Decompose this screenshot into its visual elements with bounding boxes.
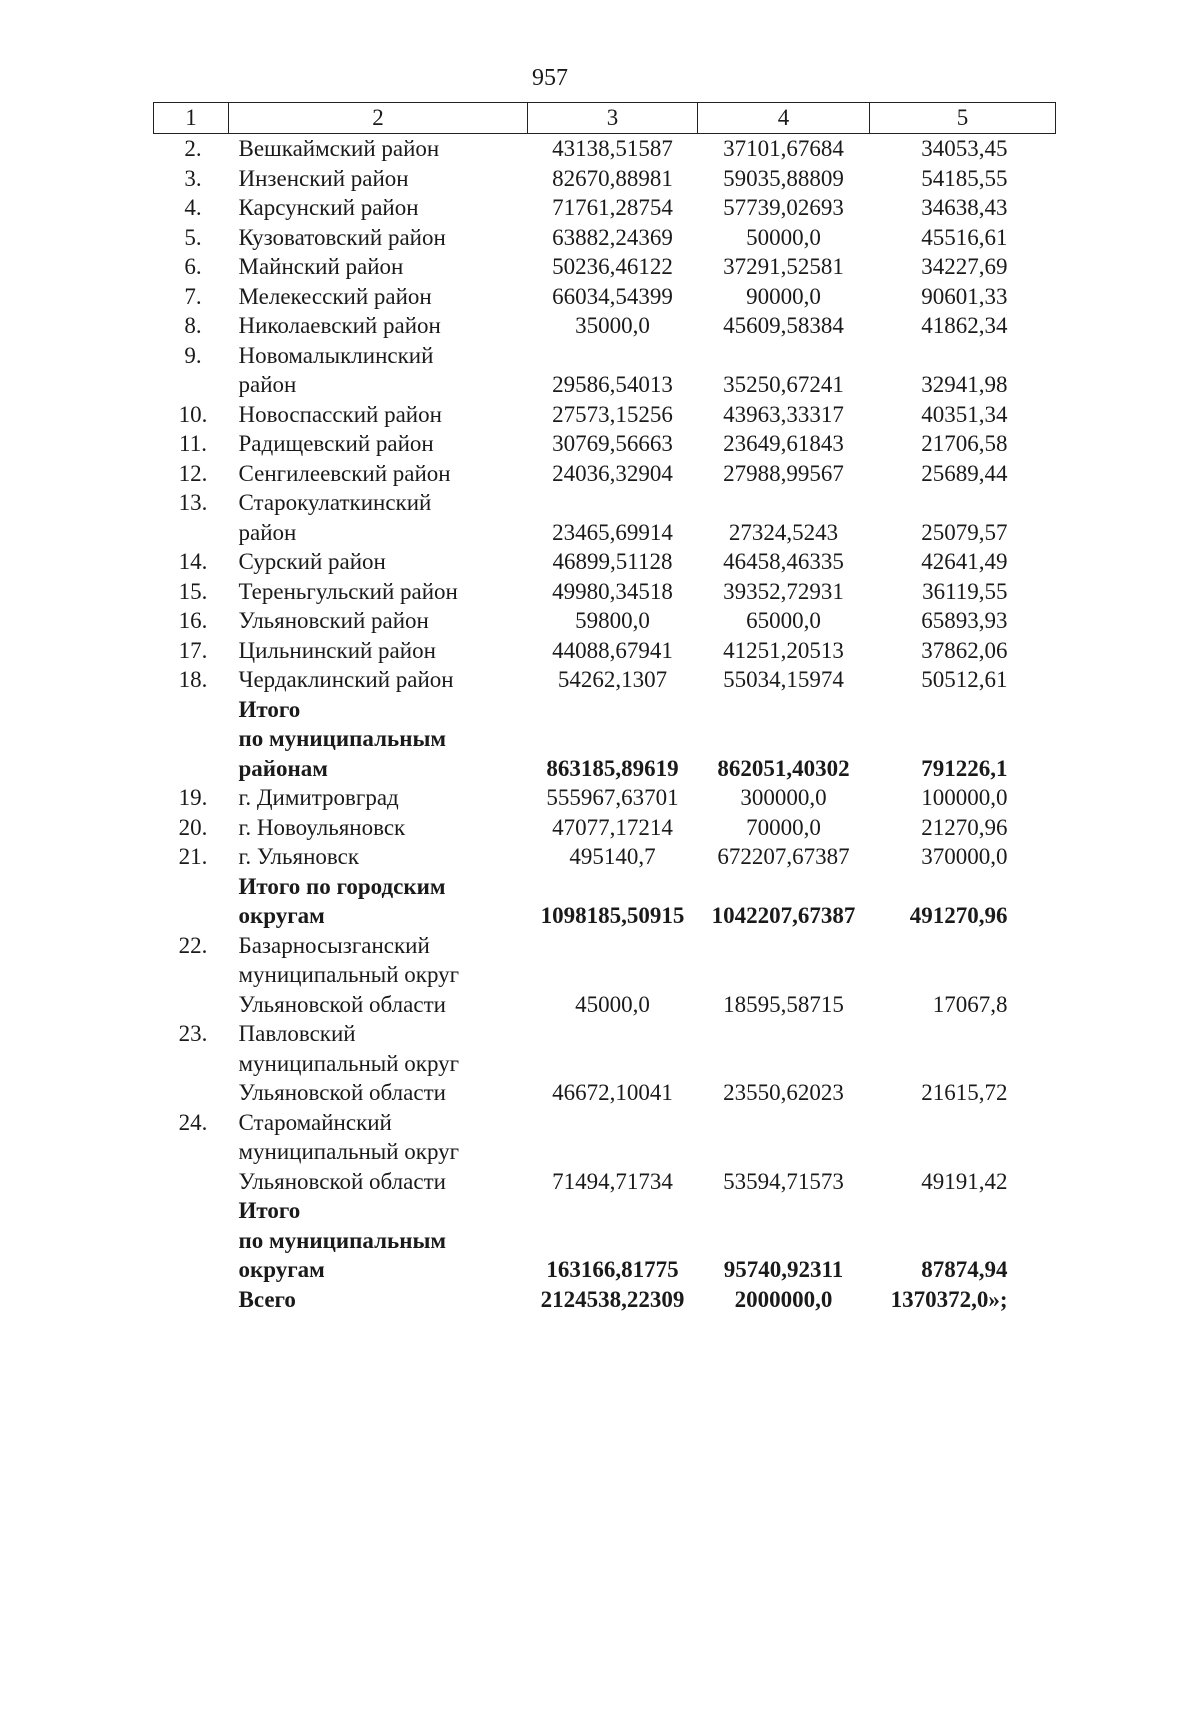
value-col-5: 491270,96 [909, 903, 1008, 928]
row-name-line: Инзенский район [238, 165, 409, 191]
value-col-4: 53594,71573 [723, 1168, 844, 1194]
value-col-5: 32941,98 [921, 372, 1008, 397]
row-number: 6. [184, 254, 202, 279]
table-row [154, 783, 1056, 813]
value-col-4: 39352,72931 [723, 578, 844, 604]
row-number: 11. [179, 431, 207, 456]
total-row [154, 1285, 1056, 1315]
value-col-5: 21270,96 [921, 814, 1008, 840]
table-row [154, 606, 1056, 636]
row-name-line: Базарносызганский [238, 932, 430, 958]
row-number: 18. [178, 667, 208, 692]
column-header-1: 1 [154, 103, 229, 134]
value-col-4: 70000,0 [746, 814, 821, 840]
value-col-4: 35250,67241 [723, 372, 844, 397]
row-name-line: Вешкаймский район [238, 136, 440, 161]
value-col-5: 45516,61 [921, 224, 1008, 250]
row-name [229, 636, 528, 666]
table-row [154, 429, 1056, 459]
row-name [229, 783, 528, 813]
row-name-line: район [238, 519, 297, 545]
value-col-5: 49191,42 [921, 1168, 1008, 1194]
table-row [154, 164, 1056, 194]
value-col-3: 163166,81775 [546, 1257, 679, 1282]
value-col-3: 54262,1307 [557, 667, 668, 692]
value-col-5: 87874,94 [921, 1257, 1008, 1282]
row-name [229, 813, 528, 843]
value-col-4: 95740,92311 [723, 1257, 844, 1282]
column-header-3: 3 [528, 103, 698, 134]
row-name-line: район [238, 372, 297, 397]
row-name [229, 665, 528, 695]
row-name-line: г. Ульяновск [238, 844, 359, 869]
value-col-3: 50236,46122 [552, 254, 673, 279]
value-col-3: 49980,34518 [552, 578, 673, 604]
table-row [154, 665, 1056, 695]
row-name-line: Всего [238, 1286, 296, 1312]
value-col-4: 55034,15974 [723, 667, 844, 692]
value-col-4: 300000,0 [740, 785, 827, 810]
value-col-5: 34638,43 [921, 195, 1008, 220]
table-row [154, 488, 1056, 547]
row-number: 17. [178, 637, 208, 663]
row-name-line: г. Новоульяновск [238, 814, 406, 840]
row-name-line: Итого по городским [238, 873, 446, 899]
table-row [154, 1108, 1056, 1197]
value-col-5: 40351,34 [921, 401, 1008, 427]
row-name-line: Ульяновской области [238, 1080, 446, 1105]
row-name [229, 429, 528, 459]
row-number: 13. [178, 490, 208, 515]
value-col-3: 66034,54399 [552, 283, 673, 309]
row-name-line: Сенгилеевский район [238, 460, 451, 486]
value-col-4: 23550,62023 [723, 1080, 844, 1105]
row-name-line: Карсунский район [238, 195, 419, 220]
row-name [229, 223, 528, 253]
row-name-line: округам [238, 1257, 325, 1282]
row-name-line: Тереньгульский район [238, 578, 458, 604]
value-col-4: 18595,58715 [723, 991, 844, 1017]
value-col-4: 1042207,67387 [711, 903, 856, 928]
value-col-4: 37101,67684 [723, 136, 844, 161]
row-number: 19. [178, 785, 208, 810]
row-name-line: Новоспасский район [238, 401, 442, 427]
value-col-5: 65893,93 [921, 608, 1008, 633]
row-name-line: Итого [238, 1198, 301, 1223]
value-col-3: 863185,89619 [546, 755, 679, 781]
row-name [229, 872, 528, 931]
page-number: 957 [532, 65, 568, 91]
value-col-4: 862051,40302 [717, 755, 850, 781]
value-col-5: 25689,44 [921, 460, 1008, 486]
table-row [154, 547, 1056, 577]
row-number [154, 1285, 229, 1315]
row-name [229, 1196, 528, 1285]
row-name-line: Старомайнский [238, 1109, 392, 1135]
value-col-3: 24036,32904 [552, 460, 673, 486]
table-row [154, 842, 1056, 872]
value-col-4: 23649,61843 [723, 431, 844, 456]
value-col-3: 2124538,22309 [540, 1286, 685, 1312]
value-col-3: 1098185,50915 [540, 903, 685, 928]
table-row [154, 400, 1056, 430]
row-name [229, 842, 528, 872]
row-name-line: Новомалыклинский [238, 342, 434, 368]
value-col-3: 45000,0 [575, 991, 650, 1017]
table-row [154, 134, 1056, 164]
table-row [154, 311, 1056, 341]
table-row [154, 813, 1056, 843]
value-col-3: 23465,69914 [552, 519, 673, 545]
row-number: 2. [184, 136, 202, 161]
value-col-3: 30769,56663 [552, 431, 673, 456]
value-col-3: 71761,28754 [552, 195, 673, 220]
value-col-5: 50512,61 [921, 667, 1008, 692]
value-col-3: 43138,51587 [552, 136, 673, 161]
value-col-5: 1370372,0»; [890, 1286, 1008, 1312]
row-number [154, 872, 229, 931]
row-number: 20. [178, 814, 208, 840]
row-name [229, 1019, 528, 1108]
row-name-line: районам [238, 755, 328, 781]
row-number: 3. [184, 165, 202, 191]
row-name-line: Николаевский район [238, 313, 441, 338]
row-number [154, 1196, 229, 1285]
value-col-5: 21706,58 [921, 431, 1008, 456]
value-col-3: 44088,67941 [552, 637, 673, 663]
budget-table [153, 102, 1056, 1314]
row-name [229, 311, 528, 341]
row-name-line: Кузоватовский район [238, 224, 446, 250]
column-header-2: 2 [229, 103, 528, 134]
value-col-4: 90000,0 [746, 283, 821, 309]
row-name-line: муниципальный округ [238, 1139, 460, 1164]
row-name-line: муниципальный округ [238, 962, 460, 987]
value-col-5: 791226,1 [921, 755, 1008, 781]
row-name-line: Мелекесский район [238, 283, 432, 309]
row-number [154, 695, 229, 784]
row-number: 21. [178, 844, 208, 869]
total-row [154, 695, 1056, 784]
table-row [154, 636, 1056, 666]
value-col-4: 45609,58384 [723, 313, 844, 338]
row-name-line: Ульяновский район [238, 608, 429, 633]
table-row [154, 577, 1056, 607]
row-name [229, 488, 528, 547]
row-name-line: муниципальный округ [238, 1050, 460, 1076]
row-number: 9. [184, 342, 202, 368]
row-name [229, 341, 528, 400]
row-name [229, 547, 528, 577]
value-col-4: 37291,52581 [723, 254, 844, 279]
value-col-4: 46458,46335 [723, 549, 844, 574]
table-row [154, 223, 1056, 253]
value-col-3: 46899,51128 [552, 549, 673, 574]
column-header-4: 4 [698, 103, 870, 134]
row-name [229, 164, 528, 194]
value-col-4: 65000,0 [746, 608, 821, 633]
table-row [154, 341, 1056, 400]
row-name [229, 1285, 528, 1315]
table-row [154, 931, 1056, 1020]
value-col-5: 54185,55 [921, 165, 1008, 191]
value-col-5: 36119,55 [922, 578, 1008, 604]
row-number: 22. [178, 932, 208, 958]
value-col-3: 47077,17214 [552, 814, 673, 840]
table-row [154, 193, 1056, 223]
row-name-line: Сурский район [238, 549, 386, 574]
row-name [229, 606, 528, 636]
row-number: 14. [178, 549, 208, 574]
row-number: 23. [178, 1021, 208, 1046]
value-col-5: 37862,06 [921, 637, 1008, 663]
row-number: 7. [184, 283, 202, 309]
table-row [154, 282, 1056, 312]
row-name-line: Старокулаткинский [238, 490, 432, 515]
row-name-line: Итого [238, 696, 301, 722]
value-col-4: 43963,33317 [723, 401, 844, 427]
row-name [229, 931, 528, 1020]
value-col-4: 27988,99567 [723, 460, 844, 486]
row-name [229, 252, 528, 282]
table-row [154, 1019, 1056, 1108]
table-row [154, 459, 1056, 489]
row-name [229, 1108, 528, 1197]
value-col-4: 57739,02693 [723, 195, 844, 220]
value-col-5: 34227,69 [921, 254, 1008, 279]
row-number: 4. [184, 195, 202, 220]
row-name-line: г. Димитровград [238, 785, 399, 810]
row-name [229, 400, 528, 430]
row-name [229, 459, 528, 489]
table-body [154, 134, 1056, 1315]
row-name [229, 193, 528, 223]
row-name [229, 695, 528, 784]
value-col-4: 59035,88809 [723, 165, 844, 191]
value-col-5: 90601,33 [921, 283, 1008, 309]
row-number: 16. [178, 608, 208, 633]
value-col-5: 370000,0 [921, 844, 1008, 869]
row-number: 8. [184, 313, 202, 338]
row-name-line: Чердаклинский район [238, 667, 454, 692]
value-col-5: 25079,57 [921, 519, 1008, 545]
value-col-5: 17067,8 [932, 991, 1008, 1017]
value-col-3: 495140,7 [569, 844, 656, 869]
value-col-4: 41251,20513 [723, 637, 844, 663]
row-name-line: по муниципальным [238, 1227, 447, 1253]
value-col-4: 27324,5243 [728, 519, 839, 545]
value-col-4: 672207,67387 [717, 844, 850, 869]
row-name [229, 134, 528, 164]
value-col-5: 21615,72 [921, 1080, 1008, 1105]
row-name-line: Павловский [238, 1021, 356, 1046]
value-col-5: 100000,0 [921, 785, 1008, 810]
row-number: 15. [178, 578, 208, 604]
row-name [229, 282, 528, 312]
value-col-3: 59800,0 [575, 608, 650, 633]
row-name [229, 577, 528, 607]
table-header-row [154, 103, 1056, 134]
row-name-line: Цильнинский район [238, 637, 436, 663]
value-col-5: 41862,34 [921, 313, 1008, 338]
row-number: 5. [184, 224, 202, 250]
value-col-5: 34053,45 [921, 136, 1008, 161]
row-number: 12. [178, 460, 208, 486]
value-col-3: 46672,10041 [552, 1080, 673, 1105]
value-col-4: 50000,0 [746, 224, 821, 250]
value-col-3: 71494,71734 [552, 1168, 673, 1194]
total-row [154, 872, 1056, 931]
value-col-3: 555967,63701 [546, 785, 679, 810]
value-col-3: 27573,15256 [552, 401, 673, 427]
value-col-4: 2000000,0 [734, 1286, 833, 1312]
row-number: 24. [178, 1109, 208, 1135]
value-col-5: 42641,49 [921, 549, 1008, 574]
row-name-line: округам [238, 903, 325, 928]
row-name-line: Радищевский район [238, 431, 434, 456]
value-col-3: 29586,54013 [552, 372, 673, 397]
row-name-line: Майнский район [238, 254, 404, 279]
row-name-line: по муниципальным [238, 726, 447, 751]
column-header-5: 5 [870, 103, 1056, 134]
table-row [154, 252, 1056, 282]
total-row [154, 1196, 1056, 1285]
row-name-line: Ульяновской области [238, 991, 446, 1017]
value-col-3: 35000,0 [575, 313, 650, 338]
value-col-3: 82670,88981 [552, 165, 673, 191]
row-number: 10. [178, 401, 208, 427]
value-col-3: 63882,24369 [552, 224, 673, 250]
row-name-line: Ульяновской области [238, 1168, 446, 1194]
